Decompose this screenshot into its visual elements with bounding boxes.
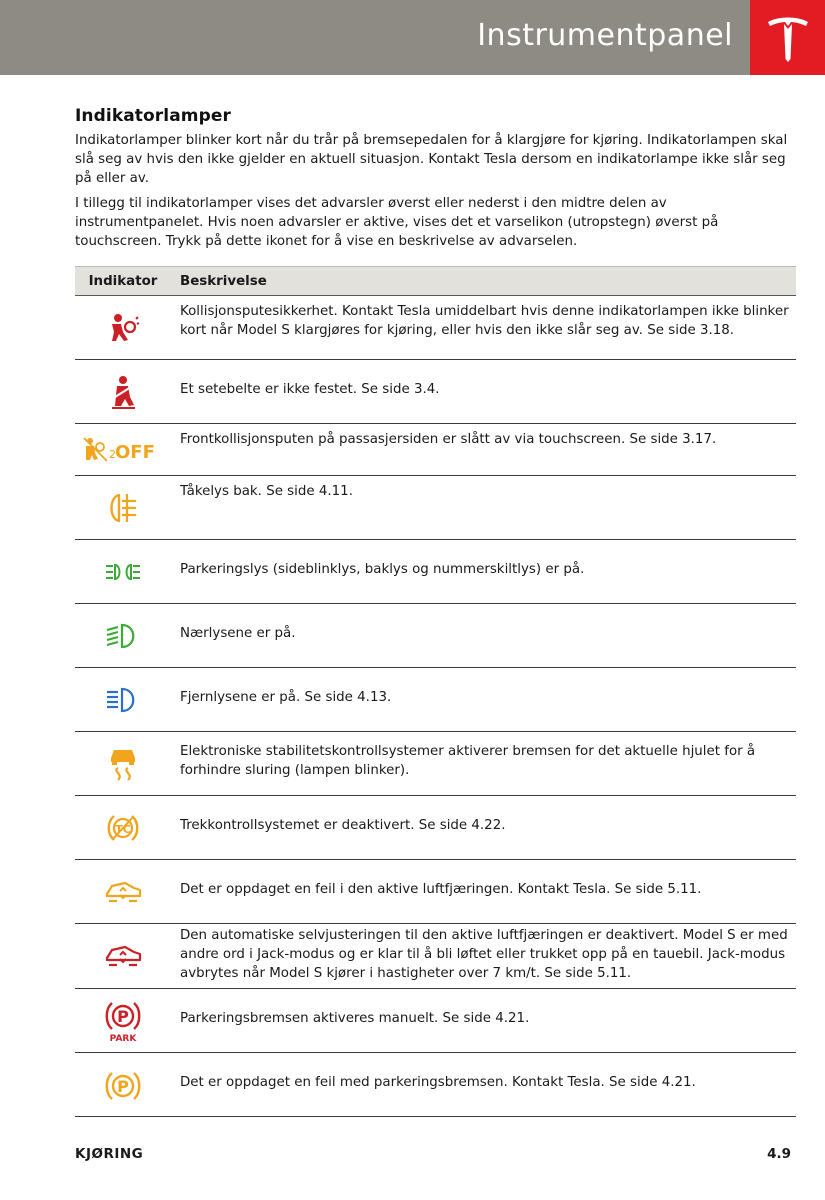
svg-text:TC: TC [115,822,131,836]
airbag-warning-icon [106,313,140,343]
row-description: Trekkontrollsystemet er deaktivert. Se side 4.22. [180,818,506,833]
intro-paragraph: Indikatorlamper blinker kort når du trår på bremsepedalen for å klargjøre for kjøring. Indikatorlampen skal slå seg av hvis den ikke gjelder en aktuell situasjon. Kontakt Tesla dersom en indikatorlampe ikke slår seg på eller av. [75,133,788,186]
air-suspension-fault-icon [103,879,143,905]
row-description: Tåkelys bak. Se side 4.11. [180,484,353,499]
seatbelt-icon [108,375,138,409]
table-row [75,476,796,540]
row-description: Den automatiske selvjusteringen til den aktive luftfjæringen er deaktivert. Model S er med andre ord i Jack-modus og er klar til å bli løftet eller trukket opp på en tauebil. Jack-modus avbrytes når Model S kjører i hastigheter over 7 km/t. Se side 5.11. [180,928,788,981]
column-header-indicator: Indikator [88,273,158,289]
footer-page-number: 4.9 [767,1146,791,1162]
section-title: Indikatorlamper [75,106,231,126]
svg-text:2: 2 [109,447,116,461]
row-description: Parkeringsbremsen aktiveres manuelt. Se side 4.21. [180,1011,530,1026]
parking-brake-icon [103,999,143,1043]
low-beam-icon [105,623,141,649]
table-row [75,604,796,668]
indicator-table [75,266,796,1117]
row-description: Nærlysene er på. [180,626,296,641]
stability-control-icon [108,746,138,782]
parking-lights-icon [104,562,142,582]
column-header-description: Beskrivelse [180,273,267,289]
row-description: Kollisjonsputesikkerhet. Kontakt Tesla umiddelbart hvis denne indikatorlampen ikke blinker kort når Model S klargjøres for kjøring, eller hvis den ikke slår seg av. Se side 3.18. [180,304,789,338]
traction-control-off-icon [106,812,140,844]
intro-section [75,106,796,257]
tesla-logo [750,0,825,75]
table-row [75,424,796,476]
row-description: Et setebelte er ikke festet. Se side 3.4. [180,382,440,397]
row-description: Parkeringslys (sideblinklys, baklys og nummerskiltlys) er på. [180,562,585,577]
table-row [75,296,796,360]
header-title: Instrumentpanel [477,18,733,53]
svg-text:OFF: OFF [115,441,155,463]
table-row [75,924,796,989]
jack-mode-icon [103,943,143,969]
table-header [75,266,796,296]
table-row [75,989,796,1053]
row-description: Det er oppdaget en feil med parkeringsbremsen. Kontakt Tesla. Se side 4.21. [180,1075,696,1090]
table-row [75,540,796,604]
svg-text:P: P [117,1076,129,1096]
intro-paragraph: I tillegg til indikatorlamper vises det advarsler øverst eller nederst i den midtre delen av instrumentpanelet. Hvis noen advarsler er aktive, vises det et varselikon (utropstegn) øverst på touchscreen. Trykk på dette ikonet for å vise en beskrivelse av advarselen. [75,196,719,249]
high-beam-icon [105,687,141,713]
tesla-logo-icon [766,13,810,63]
row-description: Fjernlysene er på. Se side 4.13. [180,690,392,705]
svg-text:P: P [117,1006,129,1026]
parking-brake-fault-icon [103,1067,143,1103]
page-header [0,0,825,75]
table-row [75,732,796,796]
passenger-airbag-off-icon [83,436,163,464]
row-description: Elektroniske stabilitetskontrollsystemer aktiverer bremsen for det aktuelle hjulet for å forhindre sluring (lampen blinker). [180,744,756,778]
footer-section-label: KJØRING [75,1146,144,1162]
row-description: Det er oppdaget en feil i den aktive luftfjæringen. Kontakt Tesla. Se side 5.11. [180,882,702,897]
table-row [75,668,796,732]
rear-fog-light-icon [105,492,141,524]
table-row [75,360,796,424]
table-row [75,860,796,924]
table-row [75,796,796,860]
svg-text:PARK: PARK [109,1033,137,1043]
table-row [75,1053,796,1117]
row-description: Frontkollisjonsputen på passasjersiden er slått av via touchscreen. Se side 3.17. [180,432,717,447]
